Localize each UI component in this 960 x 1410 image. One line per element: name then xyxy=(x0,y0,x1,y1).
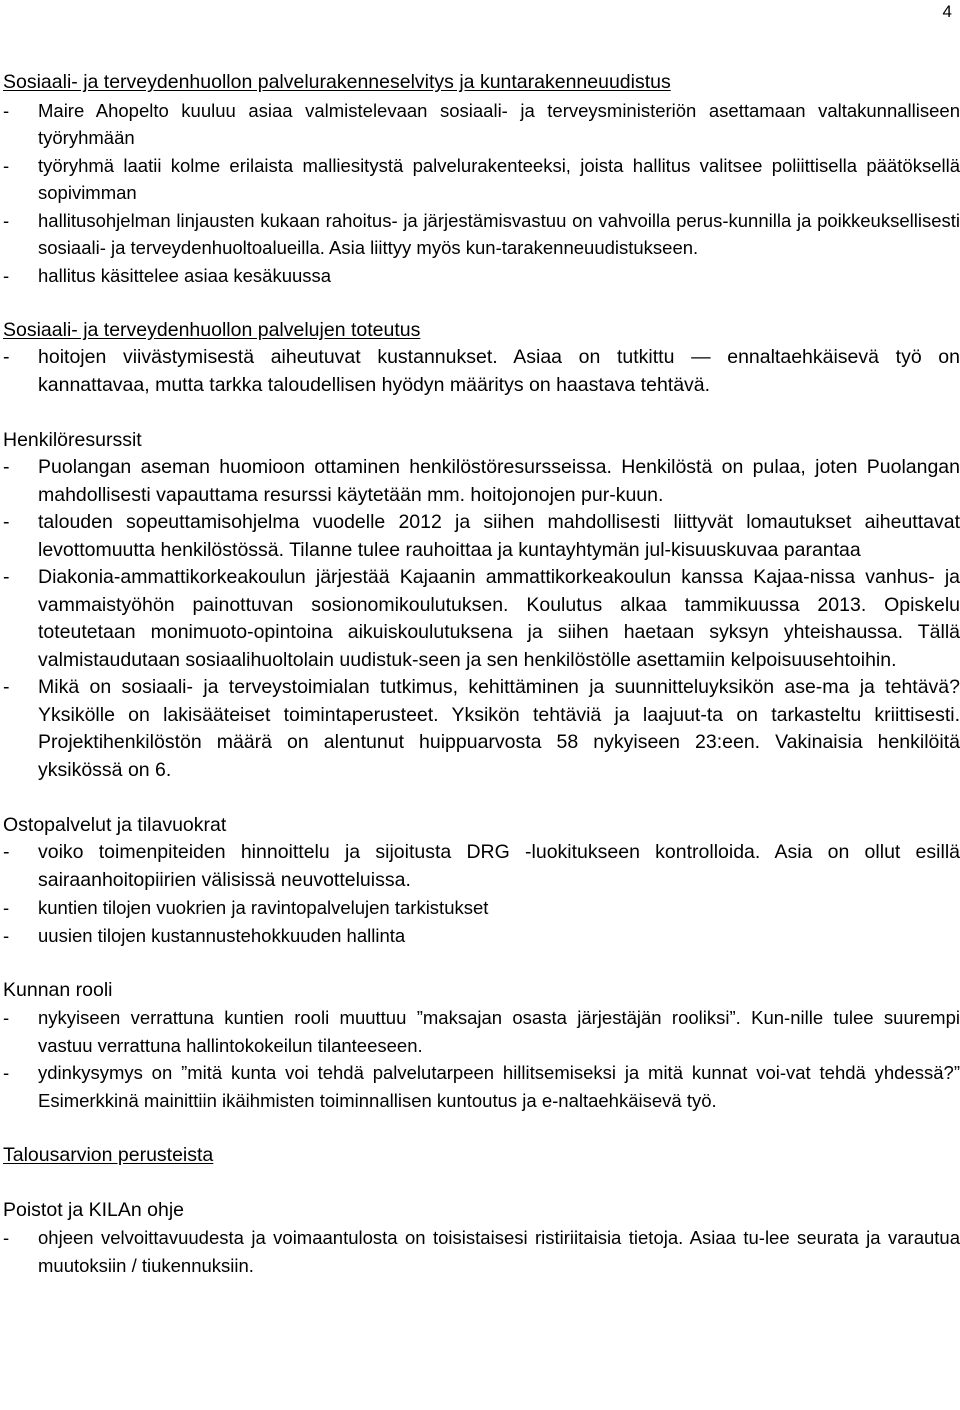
dash-bullet: - xyxy=(3,264,10,286)
section-heading: Poistot ja KILAn ohje xyxy=(3,1198,185,1221)
dash-bullet: - xyxy=(3,1227,10,1248)
list-item: - ydinkysymys on ”mitä kunta voi tehdä palvelutarpeen hillitsemiseksi ja mitä kunnat voi-vat tehdä yhdessä?” Esimerkkinä mainittiin ikäihmisten toiminnallisen kuntoutus ja e-naltaehkäisevä työ. xyxy=(3,1059,960,1114)
dash-bullet: - xyxy=(3,456,10,478)
section-heading: Kunnan rooli xyxy=(3,978,113,1001)
dash-bullet: - xyxy=(3,154,10,176)
list-item: - hallitus käsittelee asiaa kesäkuussa xyxy=(3,262,960,290)
list-item: - hallitusohjelman linjausten kukaan rahoitus- ja järjestämisvastuu on vahvoilla perus-kunnilla ja poikkeuksellisesti sosiaali- ja terveydenhuoltoalueilla. Asia liittyy myös kun-tarakenneuudistukseen. xyxy=(3,207,960,262)
dash-bullet: - xyxy=(3,511,10,533)
document-body xyxy=(3,69,960,1307)
list-item: - ohjeen velvoittavuudesta ja voimaantulosta on toisistaisesi ristiriitaisia tietoja. Asiaa tu-lee seurata ja varautua muutoksiin / tiukennuksiin. xyxy=(3,1224,960,1279)
list-item: - työryhmä laatii kolme erilaista malliesitystä palvelurakenteeksi, joista hallitus valitsee poliittisella päätöksellä sopivimman xyxy=(3,152,960,207)
dash-bullet: - xyxy=(3,1007,10,1028)
dash-bullet: - xyxy=(3,676,10,698)
list-item: - kuntien tilojen vuokrien ja ravintopalvelujen tarkistukset xyxy=(3,894,960,922)
dash-bullet: - xyxy=(3,566,10,588)
section-talousarvio xyxy=(3,1142,960,1170)
section-ostopalvelut xyxy=(3,812,960,950)
list-item: - hoitojen viivästymisestä aiheutuvat kustannukset. Asiaa on tutkittu — ennaltaehkäisevä työ on kannattavaa, mutta tarkka taloudellisen hyödyn määritys on haastava tehtävä. xyxy=(3,344,960,399)
section-heading: Ostopalvelut ja tilavuokrat xyxy=(3,813,227,836)
section-heading: Sosiaali- ja terveydenhuollon palvelurakenneselvitys ja kuntarakenneuudistus xyxy=(3,71,671,93)
dash-bullet: - xyxy=(3,1062,10,1083)
section-palvelujen-toteutus xyxy=(3,317,960,400)
dash-bullet: - xyxy=(3,924,10,946)
dash-bullet: - xyxy=(3,99,10,121)
list-item: - Maire Ahopelto kuuluu asiaa valmistelevaan sosiaali- ja terveysministeriön asettamaan valtakunnalliseen työryhmään xyxy=(3,97,960,152)
list-item: - uusien tilojen kustannustehokkuuden hallinta xyxy=(3,922,960,950)
dash-bullet: - xyxy=(3,841,10,863)
list-item: - Diakonia-ammattikorkeakoulun järjestää Kajaanin ammattikorkeakoulun kanssa Kajaa-nissa vanhus- ja vammaistyöhön painottuvan sosionomikoulutuksen. Koulutus alkaa tammikuussa 2013. Opiskelu toteutetaan monimuoto-opintoina aikuiskoulutuksena ja siihen haetaan syksyn yhteishaussa. Tällä valmistaudutaan sosiaalihuoltolain uudistuk-seen ja sen henkilöstölle asettamiin kelpoisuusehtoihin. xyxy=(3,564,960,674)
section-heading: Henkilöresurssit xyxy=(3,428,142,451)
list-item: - talouden sopeuttamisohjelma vuodelle 2012 ja siihen mahdollisesti liittyvät lomautukset aiheuttavat levottomuutta henkilöstössä. Tilanne tulee rauhoittaa ja kuntayhtymän jul-kisuuskuvaa parantaa xyxy=(3,509,960,564)
section-palvelurakenneselvitys xyxy=(3,69,960,289)
section-heading: Talousarvion perusteista xyxy=(3,1143,214,1166)
section-henkiloresurssit xyxy=(3,427,960,785)
list-item: - Puolangan aseman huomioon ottaminen henkilöstöresursseissa. Henkilöstä on pulaa, joten Puolangan mahdollisesti vapauttama resurssi käytetään mm. hoitojonojen pur-kuun. xyxy=(3,454,960,509)
list-item: - voiko toimenpiteiden hinnoittelu ja sijoitusta DRG -luokitukseen kontrolloida. Asia on ollut esillä sairaanhoitopiirien välisissä neuvotteluissa. xyxy=(3,839,960,894)
dash-bullet: - xyxy=(3,897,10,918)
list-item: - nykyiseen verrattuna kuntien rooli muuttuu ”maksajan osasta järjestäjän rooliksi”. Kun-nille tulee suurempi vastuu verrattuna hallintokokeilun tilanteeseen. xyxy=(3,1004,960,1059)
list-item: - Mikä on sosiaali- ja terveystoimialan tutkimus, kehittäminen ja suunnitteluyksikön ase-ma ja tehtävä? Yksikölle on lakisääteiset toimintaperusteet. Yksikön tehtäviä ja laajuut-ta on tarkasteltu kriittisesti. Projektihenkilöstön määrä on alentunut huippuarvosta 58 nykyiseen 23:een. Vakinaisia henkilöitä yksikössä on 6. xyxy=(3,674,960,784)
dash-bullet: - xyxy=(3,209,10,231)
section-kunnan-rooli xyxy=(3,977,960,1115)
section-poistot xyxy=(3,1197,960,1280)
page-number: 4 xyxy=(942,2,952,21)
dash-bullet: - xyxy=(3,346,10,368)
section-heading: Sosiaali- ja terveydenhuollon palvelujen toteutus xyxy=(3,318,421,341)
